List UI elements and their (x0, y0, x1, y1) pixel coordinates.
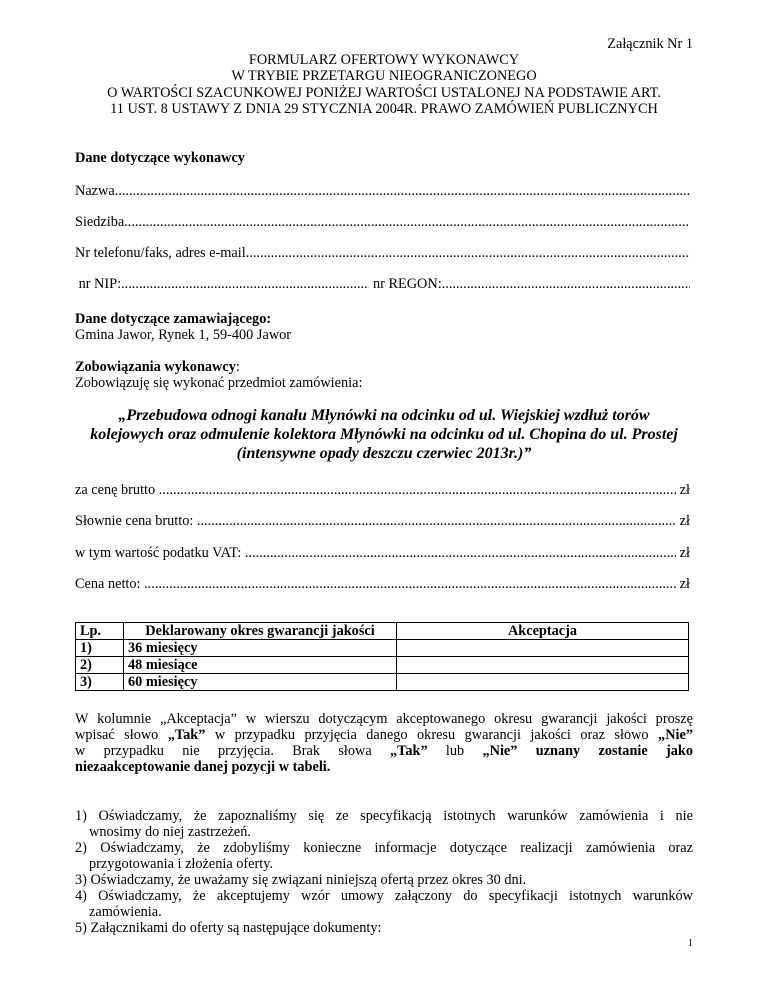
ordering-party-address: Gmina Jawor, Rynek 1, 59-400 Jawor (75, 327, 292, 343)
ordering-party-heading: Dane dotyczące zamawiającego: (75, 311, 272, 327)
acceptance-cell[interactable] (397, 640, 689, 657)
dotted-fill (115, 183, 690, 200)
title-line-4: 11 UST. 8 USTAWY Z DNIA 29 STYCZNIA 2004R. PRAWO ZAMÓWIEŃ PUBLICZNYCH (110, 101, 658, 117)
currency-label: zł (676, 482, 690, 498)
instructions-text-1: W kolumnie „Akceptacja” w wierszu dotyczącym akceptowanego okresu gwarancji jakości proszę (75, 711, 693, 727)
contractor-seat-label: Siedziba (75, 214, 125, 230)
contractor-phone-field[interactable] (75, 245, 690, 262)
contractor-regon-label: nr REGON: (369, 276, 442, 292)
dotted-fill (124, 214, 690, 231)
obligations-heading-colon: : (235, 359, 240, 375)
header-acceptance: Akceptacja (397, 623, 689, 640)
gross-price-words-field[interactable] (75, 513, 690, 530)
obligations-heading-line (75, 359, 240, 376)
declaration-1 (75, 808, 693, 825)
row-lp: 3) (76, 674, 124, 691)
row-lp: 2) (76, 657, 124, 674)
gross-price-field[interactable] (75, 482, 690, 499)
contractor-heading: Dane dotyczące wykonawcy (75, 150, 245, 166)
contractor-name-label: Nazwa (75, 183, 115, 199)
title-line-1: FORMULARZ OFERTOWY WYKONAWCY (248, 52, 520, 68)
vat-label: w tym wartość podatku VAT: (75, 545, 245, 561)
instructions-fragment: w przypadku przyjęcia danego okresu gwarancji jakości oraz słowo (205, 727, 659, 743)
table-row (76, 640, 689, 657)
word-nie: „Nie” (658, 727, 693, 743)
dotted-fill (245, 545, 676, 562)
instructions-bold-fragment: „Nie” uznany zostanie jako (482, 743, 694, 759)
header-period: Deklarowany okres gwarancji jakości (124, 623, 397, 640)
declaration-2-text: 2) Oświadczamy, że zdobyliśmy konieczne informacje dotyczące realizacji zamówienia oraz (75, 840, 693, 856)
contractor-phone-label: Nr telefonu/faks, adres e-mail (75, 245, 246, 261)
row-lp: 1) (76, 640, 124, 657)
dotted-fill (442, 276, 690, 293)
word-tak: „Tak” (389, 743, 428, 759)
page-number: 1 (688, 938, 693, 949)
declaration-4 (75, 888, 693, 905)
currency-label: zł (676, 576, 690, 592)
row-period: 36 miesięcy (124, 640, 397, 657)
instructions-fragment: wpisać słowo (75, 727, 168, 743)
net-price-field[interactable] (75, 576, 690, 593)
vat-field[interactable] (75, 545, 690, 562)
dotted-fill (197, 513, 676, 530)
acceptance-cell[interactable] (397, 674, 689, 691)
annex-label: Załącznik Nr 1 (607, 36, 693, 52)
subject-line-1: „Przebudowa odnogi kanału Młynówki na odcinku od ul. Wiejskiej wzdłuż torów (118, 407, 650, 424)
declaration-1-text: 1) Oświadczamy, że zapoznaliśmy się ze specyfikacją istotnych warunków zamówienia i nie (75, 808, 693, 824)
instructions-line-4: niezaakceptowanie danej pozycji w tabeli. (75, 759, 331, 775)
gross-price-label: za cenę brutto (75, 482, 159, 498)
word-tak: „Tak” (167, 727, 206, 743)
contractor-seat-field[interactable] (75, 214, 690, 231)
instructions-text-3 (75, 743, 693, 760)
obligations-intro: Zobowiązuję się wykonać przedmiot zamówienia: (75, 375, 363, 391)
instructions-line-1 (75, 711, 693, 728)
obligations-heading: Zobowiązania wykonawcy (75, 359, 236, 375)
table-row (76, 657, 689, 674)
title-line-2: W TRYBIE PRZETARGU NIEOGRANICZONEGO (231, 68, 537, 84)
instructions-text-2 (75, 727, 693, 744)
dotted-fill (144, 576, 676, 593)
dotted-fill (121, 276, 369, 293)
declaration-2-cont: przygotowania i złożenia oferty. (89, 856, 274, 872)
declaration-3: 3) Oświadczamy, że uważamy się związani niniejszą ofertą przez okres 30 dni. (75, 872, 527, 888)
acceptance-cell[interactable] (397, 657, 689, 674)
row-period: 60 miesięcy (124, 674, 397, 691)
dotted-fill (159, 482, 676, 499)
declaration-2 (75, 840, 693, 857)
currency-label: zł (676, 513, 690, 529)
contractor-name-field[interactable] (75, 183, 690, 200)
table-header-row (76, 623, 689, 640)
declaration-5: 5) Załącznikami do oferty są następujące dokumenty: (75, 920, 382, 936)
declaration-4-cont: zamówienia. (89, 904, 162, 920)
instructions-fragment: w przypadku nie przyjęcia. Brak słowa (75, 743, 390, 759)
instructions-line-3 (75, 743, 693, 760)
warranty-table (75, 622, 689, 691)
header-lp: Lp. (76, 623, 124, 640)
subject-line-2: kolejowych oraz odmulenie kolektora Młynówki na odcinku od ul. Chopina do ul. Prostej (90, 426, 678, 443)
declaration-4-text: 4) Oświadczamy, że akceptujemy wzór umowy załączony do specyfikacji istotnych warunków (75, 888, 693, 904)
currency-label: zł (676, 545, 690, 561)
title-line-3: O WARTOŚCI SZACUNKOWEJ PONIŻEJ WARTOŚCI USTALONEJ NA PODSTAWIE ART. (107, 85, 661, 101)
contractor-nip-label: nr NIP: (75, 276, 122, 292)
instructions-line-2 (75, 727, 693, 744)
gross-price-words-label: Słownie cena brutto: (75, 513, 197, 529)
table-row (76, 674, 689, 691)
net-price-label: Cena netto: (75, 576, 145, 592)
contractor-nip-regon-field[interactable] (75, 276, 690, 293)
row-period: 48 miesiące (124, 657, 397, 674)
subject-line-3: (intensywne opady deszczu czerwiec 2013r.)” (236, 445, 532, 462)
declaration-1-cont: wnosimy do niej zastrzeżeń. (89, 824, 251, 840)
dotted-fill (246, 245, 690, 262)
instructions-fragment: lub (427, 743, 483, 759)
